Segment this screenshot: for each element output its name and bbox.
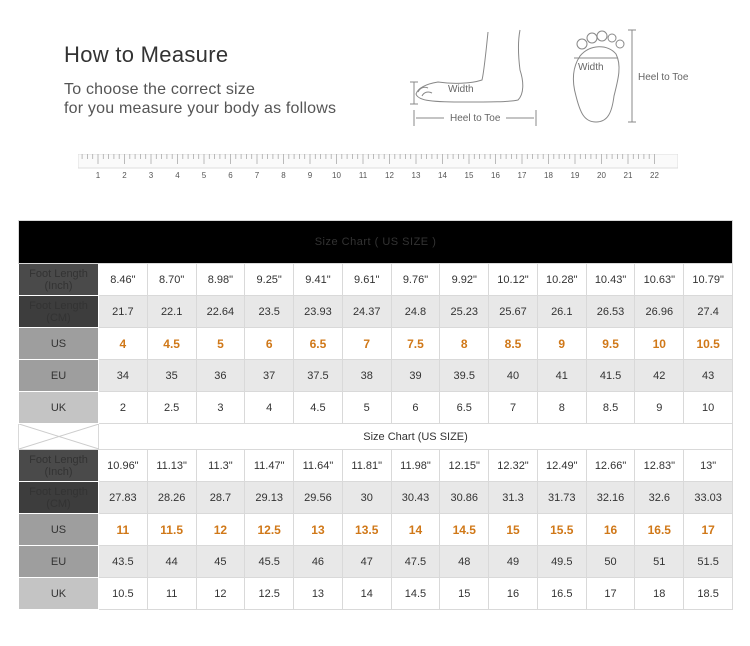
size-cell: 22.1: [147, 296, 196, 328]
size-cell: 11.5: [147, 514, 196, 546]
us-label: US: [19, 514, 99, 546]
size-cell: 27.83: [99, 482, 148, 514]
ruler-label: 9: [307, 171, 313, 180]
size-cell: 25.23: [440, 296, 489, 328]
size-cell: 23.5: [245, 296, 294, 328]
size-cell: 28.26: [147, 482, 196, 514]
size-cell: 47: [342, 546, 391, 578]
size-cell: 36: [196, 360, 245, 392]
size-cell: 5: [342, 392, 391, 424]
size-cell: 2.5: [147, 392, 196, 424]
size-cell: 12.66": [586, 450, 635, 482]
size-cell: 15.5: [537, 514, 586, 546]
table1-inch-row: [19, 264, 733, 296]
size-cell: 32.16: [586, 482, 635, 514]
ruler-label: 6: [228, 171, 233, 180]
size-cell: 11.98": [391, 450, 440, 482]
ruler-label: 14: [438, 171, 447, 180]
size-cell: 16.5: [537, 578, 586, 610]
ruler-label: 17: [517, 171, 527, 180]
ruler-label: 2: [122, 171, 127, 180]
ruler-label: 10: [332, 171, 341, 180]
size-cell: 44: [147, 546, 196, 578]
table2-subtitle-row: [19, 424, 733, 450]
size-cell: 14: [342, 578, 391, 610]
size-cell: 26.53: [586, 296, 635, 328]
size-cell: 10.5: [684, 328, 733, 360]
size-cell: 6: [245, 328, 294, 360]
size-cell: 8.5: [489, 328, 538, 360]
size-cell: 9.41": [294, 264, 343, 296]
size-cell: 6.5: [440, 392, 489, 424]
ruler-label: 11: [358, 171, 368, 180]
eu-label: EU: [19, 360, 99, 392]
size-cell: 13": [684, 450, 733, 482]
size-cell: 12.49": [537, 450, 586, 482]
table1-cm-row: [19, 296, 733, 328]
label-line: (Inch): [44, 279, 73, 292]
label-line: Foot Length: [29, 453, 88, 466]
us-label: US: [19, 328, 99, 360]
ruler-label: 16: [491, 171, 500, 180]
size-cell: 12.5: [245, 514, 294, 546]
ruler-label: 8: [281, 171, 286, 180]
label-line: (CM): [46, 497, 71, 510]
size-cell: 30.86: [440, 482, 489, 514]
size-cell: 10.96": [99, 450, 148, 482]
size-cell: 9.76": [391, 264, 440, 296]
size-cell: 37.5: [294, 360, 343, 392]
ruler-label: 1: [95, 171, 101, 180]
size-cell: 47.5: [391, 546, 440, 578]
size-chart-subtitle: Size Chart (US SIZE): [99, 424, 733, 450]
size-cell: 13.5: [342, 514, 391, 546]
measure-instructions: [64, 80, 336, 118]
how-to-measure-title: How to Measure: [64, 42, 229, 67]
label-line: (Inch): [44, 465, 73, 478]
size-cell: 10.63": [635, 264, 684, 296]
size-cell: 16.5: [635, 514, 684, 546]
size-cell: 24.37: [342, 296, 391, 328]
size-cell: 10: [684, 392, 733, 424]
table2-eu-row: [19, 546, 733, 578]
foot-length-cm-label: [19, 296, 99, 328]
ruler-label: 13: [411, 171, 421, 180]
size-cell: 11: [147, 578, 196, 610]
ruler-label: 21: [623, 171, 633, 180]
size-cell: 40: [489, 360, 538, 392]
size-cell: 43: [684, 360, 733, 392]
label-line: Foot Length: [29, 485, 88, 498]
size-cell: 9: [537, 328, 586, 360]
ruler-label: 15: [464, 171, 474, 180]
table1-us-row: [19, 328, 733, 360]
size-cell: 43.5: [99, 546, 148, 578]
size-cell: 18: [635, 578, 684, 610]
size-chart-title: Size Chart ( US SIZE ): [19, 221, 733, 264]
size-cell: 41: [537, 360, 586, 392]
size-cell: 39.5: [440, 360, 489, 392]
size-cell: 15: [489, 514, 538, 546]
size-cell: 6: [391, 392, 440, 424]
foot-length-cm-label: [19, 482, 99, 514]
instructions-line-2: for you measure your body as follows: [64, 100, 337, 117]
size-cell: 11.47": [245, 450, 294, 482]
label-line: Foot Length: [29, 299, 88, 312]
size-cell: 34: [99, 360, 148, 392]
size-cell: 31.73: [537, 482, 586, 514]
size-cell: 29.56: [294, 482, 343, 514]
size-cell: 11.81": [342, 450, 391, 482]
label-line: Foot Length: [29, 267, 88, 280]
uk-label: UK: [19, 392, 99, 424]
size-cell: 9: [635, 392, 684, 424]
size-cell: 16: [489, 578, 538, 610]
size-cell: 26.1: [537, 296, 586, 328]
ruler-label: 3: [148, 171, 154, 180]
size-cell: 5: [196, 328, 245, 360]
size-cell: 25.67: [489, 296, 538, 328]
size-cell: 45: [196, 546, 245, 578]
size-cell: 7.5: [391, 328, 440, 360]
size-cell: 17: [586, 578, 635, 610]
size-cell: 9.25": [245, 264, 294, 296]
diagonal-cross-icon: [19, 424, 99, 449]
uk-label: UK: [19, 578, 99, 610]
size-cell: 4.5: [147, 328, 196, 360]
size-cell: 51.5: [684, 546, 733, 578]
measure-section: [0, 0, 750, 205]
size-cell: 8.46": [99, 264, 148, 296]
size-cell: 35: [147, 360, 196, 392]
size-cell: 7: [489, 392, 538, 424]
size-cell: 10.43": [586, 264, 635, 296]
size-cell: 6.5: [294, 328, 343, 360]
size-cell: 30.43: [391, 482, 440, 514]
instructions-line-1: To choose the correct size: [64, 81, 256, 98]
size-cell: 49: [489, 546, 538, 578]
ruler-label: 19: [570, 171, 580, 180]
size-cell: 45.5: [245, 546, 294, 578]
size-cell: 41.5: [586, 360, 635, 392]
size-cell: 8.5: [586, 392, 635, 424]
heel-to-toe-label-top: Heel to Toe: [638, 72, 689, 83]
size-cell: 37: [245, 360, 294, 392]
size-cell: 38: [342, 360, 391, 392]
size-cell: 17: [684, 514, 733, 546]
size-cell: 24.8: [391, 296, 440, 328]
size-cell: 10.5: [99, 578, 148, 610]
size-cell: 14.5: [391, 578, 440, 610]
size-cell: 7: [342, 328, 391, 360]
ruler-label: 20: [597, 171, 606, 180]
size-cell: 27.4: [684, 296, 733, 328]
foot-length-inch-label: [19, 450, 99, 482]
eu-label: EU: [19, 546, 99, 578]
label-line: (CM): [46, 311, 71, 324]
size-cell: 16: [586, 514, 635, 546]
size-cell: 12.15": [440, 450, 489, 482]
foot-measure-diagram: [400, 22, 710, 140]
size-cell: 12: [196, 514, 245, 546]
table2-cm-row: [19, 482, 733, 514]
size-cell: 42: [635, 360, 684, 392]
size-cell: 51: [635, 546, 684, 578]
size-cell: 8.98": [196, 264, 245, 296]
size-cell: 39: [391, 360, 440, 392]
size-cell: 12.83": [635, 450, 684, 482]
size-cell: 8.70": [147, 264, 196, 296]
size-cell: 14.5: [440, 514, 489, 546]
size-cell: 11: [99, 514, 148, 546]
size-cell: 31.3: [489, 482, 538, 514]
size-cell: 14: [391, 514, 440, 546]
size-cell: 4: [245, 392, 294, 424]
table2-inch-row: [19, 450, 733, 482]
size-cell: 10: [635, 328, 684, 360]
size-cell: 28.7: [196, 482, 245, 514]
size-cell: 30: [342, 482, 391, 514]
ruler-label: 4: [175, 171, 180, 180]
size-cell: 33.03: [684, 482, 733, 514]
size-cell: 18.5: [684, 578, 733, 610]
size-cell: 50: [586, 546, 635, 578]
size-cell: 9.61": [342, 264, 391, 296]
size-cell: 13: [294, 578, 343, 610]
size-cell: 22.64: [196, 296, 245, 328]
size-cell: 29.13: [245, 482, 294, 514]
ruler-label: 18: [544, 171, 553, 180]
table2-us-row: [19, 514, 733, 546]
table1-eu-row: [19, 360, 733, 392]
size-cell: 15: [440, 578, 489, 610]
ruler-label: 7: [254, 171, 260, 180]
size-cell: 23.93: [294, 296, 343, 328]
size-cell: 4.5: [294, 392, 343, 424]
ruler: [78, 154, 678, 184]
ruler-label: 5: [201, 171, 207, 180]
size-cell: 21.7: [99, 296, 148, 328]
size-cell: 8: [440, 328, 489, 360]
heel-to-toe-label-side: Heel to Toe: [450, 113, 501, 124]
size-cell: 11.64": [294, 450, 343, 482]
ruler-label: 22: [650, 171, 659, 180]
size-cell: 48: [440, 546, 489, 578]
size-cell: 3: [196, 392, 245, 424]
size-cell: 10.79": [684, 264, 733, 296]
size-cell: 9.92": [440, 264, 489, 296]
size-cell: 11.3": [196, 450, 245, 482]
width-label-top: Width: [578, 62, 604, 73]
size-cell: 12.32": [489, 450, 538, 482]
size-cell: 32.6: [635, 482, 684, 514]
size-cell: 46: [294, 546, 343, 578]
empty-corner-cell: [19, 424, 99, 450]
table2-uk-row: [19, 578, 733, 610]
foot-length-inch-label: [19, 264, 99, 296]
size-cell: 12.5: [245, 578, 294, 610]
size-cell: 13: [294, 514, 343, 546]
size-chart-table: [18, 220, 733, 610]
size-cell: 9.5: [586, 328, 635, 360]
size-cell: 10.28": [537, 264, 586, 296]
size-cell: 2: [99, 392, 148, 424]
ruler-label: 12: [385, 171, 394, 180]
size-cell: 12: [196, 578, 245, 610]
size-cell: 8: [537, 392, 586, 424]
size-cell: 49.5: [537, 546, 586, 578]
table1-uk-row: [19, 392, 733, 424]
size-cell: 4: [99, 328, 148, 360]
size-cell: 26.96: [635, 296, 684, 328]
size-cell: 11.13": [147, 450, 196, 482]
width-label-side: Width: [448, 84, 474, 95]
size-cell: 10.12": [489, 264, 538, 296]
